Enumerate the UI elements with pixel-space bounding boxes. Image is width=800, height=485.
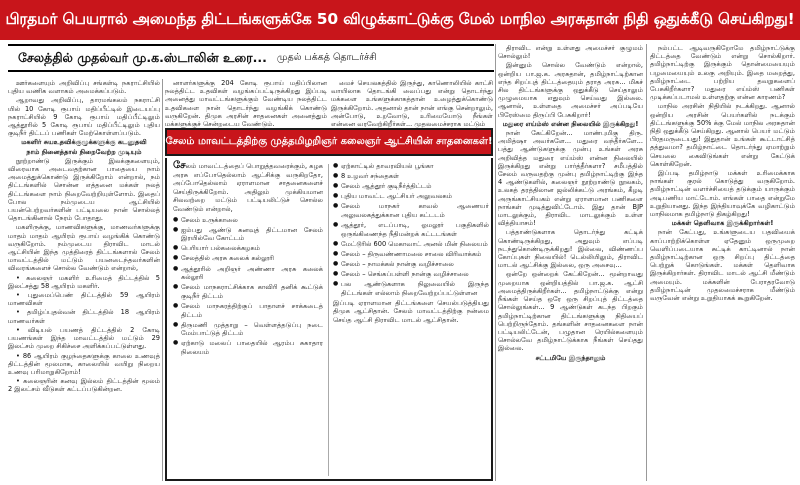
- bullet-icon: ●: [173, 254, 179, 262]
- achievement-text: திருமணி முத்தாறு – வெள்ளத்தடுப்பு நடை மேம்பாட்டுத் திட்டம்: [181, 320, 323, 338]
- achievement-item: [333, 172, 489, 181]
- bullet-icon: ●: [173, 301, 179, 309]
- achievements-left-list: [173, 216, 323, 357]
- achievement-text: சேலம் – செங்கப்பள்ளி நான்கு வழிச்சாலை: [341, 270, 469, 279]
- achievement-item: [173, 302, 323, 319]
- article-column-1: [8, 79, 160, 481]
- headline-banner: [0, 0, 800, 40]
- article-column-4: [498, 44, 643, 481]
- headline-text: பிரதமர் பெயரால் அமைந்த திட்டங்களுக்கே 50 விழுக்காட்டுக்கு மேல் மாநில அரசுதான் நிதி ஒதுக்கீடு செய்கிறது!: [5, 10, 795, 28]
- paragraph: ஆறாவது அறிவிப்பு, தாரமங்கலம் நகராட்சி யில் 10 கோடி ரூபாய் மதிப்பீட்டில் இடையப்பு நகராட்சியில் 9 கோடி ரூபாய் மதிப்பீட்டிலும் ஆத்தூரில் 5 கோடி ரூபாய் மதிப்பீட்டிலும் புதிய குடிநீர் திட்டப் பணிகள் மேற்கொள்ளப்படும்.: [8, 96, 160, 138]
- bullet-icon: ●: [173, 339, 179, 347]
- paragraph: நம்பட்ட ஆடிவருகிறோமே தமிழ்நாட்டுக்கு திட்டத்தை வேண்டும் என்று சொல்கிறார். தமிழ்நாட்டிற்கு இருக்கும் தொன்மையையும் பழமையையும் உலகு அறியும். இதை மறைத்து, தமிழ்நாட்டை பற்றிய தவறுகளைப் பேசுகிறீர்களா? மதுரை எய்ம்ஸ் பணிகள் முடிக்கப்படாமல் உள்ளதற்கு என்ன காரணம்?: [650, 44, 795, 102]
- paragraph: னாளர்களுக்கு 204 கோடி ரூபாய் மதிப்பிலான நலத்திட்ட உதவிகள் வழங்கப்பட்டிருக்கிறது இப்படி அனைத்து மாவட்டங்களுக்கும் வேண்டிய நலத்திட்ட உதவிகளை நான் தொடர்ந்து வழங்கிக் கொண்டு வருகிறேன். திமுக அரசின் சாதனைகள் அனைத்தும் மக்களுக்குச் சென்றடைய வேண்டும்.: [165, 79, 327, 129]
- subhead-bar: [8, 44, 494, 72]
- achievement-text: ஏற்காடு மலைப் பாதையில் ஆரம்ப சுகாதார நிலையம்: [181, 339, 323, 356]
- bullet-icon: ●: [333, 259, 339, 267]
- achievement-text: சேலம் உருக்காலை: [181, 215, 238, 224]
- list-item: • கலைஞர் மகளிர் உரிமைத் திட்டத்தில் 5 இலட்சத்து 58 ஆயிரம் மகளிர்.: [8, 273, 160, 290]
- section-heading: சட்டமியே இருந்தாலும்: [535, 353, 606, 362]
- bullet-icon: ●: [173, 215, 179, 223]
- achievement-text: ஐம்பது ஆண்டு கனவுத் திட்டமான சேலம் இரயில்வே கோட்டம்: [181, 225, 323, 243]
- achievement-text: 8 உழவர் சந்தைகள்: [341, 172, 400, 181]
- achievement-item: [173, 244, 323, 253]
- paragraph: மகளிருக்கு, மாணவிகளுக்கு, மாணவர்களுக்கு மாதம் மாதம் ஆயிரம் ரூபாய் வழங்கிக் கொண்டு வருகிறோம். நம்முடைய திராவிட மாடல் ஆட்சியின் இந்த முத்திரைத் திட்டங்களால் சேலம் மாவட்டத்தில் மட்டும் பயனடைந்தவர்களின் விவரங்களைச் சொல்ல வேண்டும் என்றால்,: [8, 223, 160, 273]
- bullet-icon: ●: [333, 270, 339, 278]
- achievement-item: [333, 202, 489, 219]
- achievement-text: ஆத்தூர், எடப்பாடி, ஓமலூர் பகுதிகளில் ஒருங்கிணைந்த நீதிமன்றக் கட்டடங்கள்: [341, 221, 489, 238]
- achievement-item: [333, 162, 489, 171]
- achievements-title-text: சேலம் மாவட்டத்திற்கு முத்தமிழறிஞர் கலைஞர் ஆட்சியின் சாதனைகள்!: [165, 136, 493, 147]
- achievements-box: [165, 158, 493, 481]
- intro-text: லம் மாவட்டத்தைப் பொறுத்தவரைக்கும், கழக அரசு எப்போதெல்லாம் ஆட்சிக்கு வருகிறதோ, அப்போதெல்லாம் ஏராளமான சாதனைகளைச் செய்திருக்கிறோம். அதிலும் முக்கியமான சிலவற்றை மட்டும் பட்டியலிட்டுச் சொல்ல வேண்டும் என்றால்,: [173, 162, 323, 213]
- bullet-icon: ●: [173, 264, 179, 272]
- subhead-title: சேலத்தில் முதல்வர் மு.க.ஸ்டாலின் உரை...: [18, 49, 267, 65]
- section-heading: மக்கள் தெளிவாக இருக்கிறார்கள்!: [671, 219, 774, 228]
- bullet-icon: ●: [333, 221, 339, 229]
- article-column-2: [165, 79, 327, 129]
- achievement-item: [333, 221, 489, 238]
- list-item: • புதுமைப்பெண் திட்டத்தில் 59 ஆயிரம் மாணவிகள்: [8, 291, 160, 308]
- achievement-text: சேலம் – நாமக்கல் நான்கு வழிச்சாலை: [341, 259, 454, 268]
- paragraph: பத்தாண்டுகளாக தொடர்ந்து கட்டிக் கொண்டிருக்கிறது, அதுவும் எப்படி நடந்துகொண்டிருக்கிறது! இல்லை, விண்ணப்ப கோப்புகள் நிலையில்! டெல்லியிலும், திராவிட மாடல் ஆட்சிக்கு இல்லை, ஒரு அசைவு...: [498, 228, 643, 270]
- achievement-item: [333, 240, 489, 249]
- drop-cap: சே: [173, 160, 186, 171]
- list-item: • கலைஞரின் கனவு இல்லம் திட்டத்தின் மூலம் 2 இலட்சம் வீடுகள் கட்டப்படுகின்றன.: [8, 377, 160, 394]
- subhead-continued: முதல் பக்கத் தொடர்ச்சி: [276, 52, 377, 63]
- bullet-icon: ●: [333, 172, 339, 180]
- achievement-item: [333, 182, 489, 191]
- achievement-item: [173, 216, 323, 225]
- achievement-text: ஏற்காட்டில் தாவரவியல் பூங்கா: [341, 162, 434, 170]
- achievement-text: பல ஆண்டுகளாக நிலுவையில் இருந்த திட்டங்கள் எல்லாம் நிறைவேற்றப்பட்டுள்ளன: [341, 280, 489, 297]
- achievement-item: [173, 283, 323, 300]
- column-divider: [495, 44, 496, 481]
- achievements-right-list: [333, 162, 489, 297]
- achievement-item: [173, 339, 323, 356]
- bullet-icon: ●: [333, 192, 339, 200]
- achievements-box-title: [165, 128, 493, 156]
- achievements-intro: [173, 162, 323, 214]
- section-heading: மதுரை எய்ம்ஸ் என்ன நிலையில் இருக்கிறது!: [502, 119, 639, 128]
- bullet-icon: ●: [173, 244, 179, 252]
- achievement-text: சேலத்தில் அரசு கலைக் கல்லூரி: [181, 254, 274, 263]
- achievement-text: சேலம் ஆத்தூர் குடிநீர்த்திட்டம்: [341, 182, 432, 191]
- achievement-text: பெரியார் பல்கலைக்கழகம்: [181, 244, 260, 253]
- achievement-item: [173, 265, 323, 282]
- paragraph: இன்னும் சொல்ல வேண்டும் என்றால், ஒன்றிய பா.ஜ.க. அரசுதான், தமிழ்நாட்டிற்கான எந்த சிறப்புத் திட்டத்தையும் தராத அரசு... மிகச் சில திட்டங்களுக்கு ஒதுக்கீடு செய்தாலும் முழுமையாக எதுவும் செய்வது இல்லை. ஆனால், உள்ளதை அமைச்சர் அப்படியே பிரேஸ்மை திருப்பி பேசுகிறார்!: [498, 61, 643, 119]
- list-item: • தமிழ்ப்புதல்வன் திட்டத்தில் 18 ஆயிரம் மாணவர்கள்: [8, 308, 160, 325]
- achievement-item: [173, 226, 323, 243]
- paragraph: நூற்றாண்டு இருக்கும் இலக்குகளையும், விரைவாக அடைவதற்கான பாதையை நாம் அமைத்துக்கொண்டு இருக்கிறோம் என்றால், நம் திட்டங்களில் சொன்ன எத்தனை மக்கள் நலத் திட்டங்களை நாம் நிறைவேற்றியுள்ளோம். இதைப் போல நம்முடைய ஆட்சியில் பயன்பெற்றவர்களின் பட்டியலை நான் சொல்லத் தொடங்கினால் நேரம் போதாது.: [8, 156, 160, 223]
- bullet-icon: ●: [173, 225, 179, 233]
- achievements-closing: இப்படி ஏராளமான திட்டங்களை செயல்படுத்தியது திமுக ஆட்சிதான். சேலம் மாவட்டத்திற்கு நன்மை செய்த ஆட்சி திராவிட மாடல் ஆட்சிதான்.: [333, 298, 489, 324]
- article-column-3: [331, 79, 493, 129]
- bullet-icon: ●: [333, 239, 339, 247]
- column-divider: [162, 79, 163, 481]
- achievement-text: சேலம் மாநகராட்சிக்காக காவிரி தனிக் கூட்டுக் குடிநீர் திட்டம்: [181, 283, 323, 300]
- bullet-icon: ●: [333, 182, 339, 190]
- achievements-right-column: [333, 162, 489, 478]
- paragraph: நான் கேட்பது, உங்களுடைய பதவியைக் காப்பாற்றிக்கொள்ள ஏதேனும் ஒருமுறை வெளிப்படையாக சுட்டிக் காட்டினால் நான் தமிழ்நாட்டிற்கான ஒரு சிறப்பு திட்டத்தை பெற்றுக் கொடுங்கள். மக்கள் தெளிவாக இருக்கிறார்கள். திராவிட மாடல் ஆட்சி மீண்டும் அமையும். மக்களின் பேராதரவோடு தமிழ்நாட்டின் முதலமைச்சராக மீண்டும் வருவேன் என்று உறுதியாகக் கூறுகிறேன்.: [650, 228, 795, 303]
- achievement-text: சேலம் மாநகரத்திற்குப் பாதாளச் சாக்கடைத் திட்டம்: [181, 301, 323, 319]
- list-item: • 86 ஆயிரம் குழந்தைகளுக்கு காலை உணவுத் திட்டத்தின் மூலமாக, காலையில் வயிறு நிறைய உணவு பரிமாறுகிறோம்!: [8, 351, 160, 376]
- bullet-icon: ●: [333, 249, 339, 257]
- bullet-icon: ●: [173, 320, 179, 328]
- achievement-text: மேட்டூரில் 600 மெகாவாட் அனல் மின் நிலையம்: [341, 239, 488, 248]
- list-item: • விடியல் பயணத் திட்டத்தில் 2 கோடி பயணங்கள் இந்த மாவட்டத்தில் மட்டும் 29 இலட்சம் முறை சிகிச்சை அளிக்கப்பட்டுள்ளது.: [8, 325, 160, 351]
- paragraph: நான் கேட்கிறேன்... மாண்புமிகு திரு. அமித்ஷா அவர்களே... மதுரை வந்தீர்களே... பத்து ஆண்டுகளுக்கு முன்பு உங்கள் அரசு அறிவித்த மதுரை எய்ம்ஸ் என்ன நிலையில் இருக்கிறது என்று பார்த்தீர்களா? சமீபத்தில் சேலம் வருவதற்கு முன்பு தமிழ்நாட்டிற்கு இந்த 4 ஆண்டுகளில், கலைஞர் நூற்றாண்டு நூலகம், உலகத் தரத்திலான ஜல்லிக்கட்டு அரங்கம், கீழடி அருங்காட்சியகம் என்று ஏராளமான பணிகளை நாங்கள் முடித்துவிட்டோம். இது தான் BJP மாடலுக்கும், திராவிட மாடலுக்கும் உள்ள வித்தியாசம்!: [498, 129, 643, 228]
- bullet-icon: ●: [333, 280, 339, 288]
- achievement-item: [333, 260, 489, 269]
- bullet-icon: ●: [173, 283, 179, 291]
- paragraph: திராவிட என்று உள்ளது அமைச்சர் குழுமம் சொல்லும்!: [498, 44, 643, 61]
- achievement-item: [333, 250, 489, 259]
- achievement-item: [333, 270, 489, 279]
- bullet-icon: ●: [333, 202, 339, 210]
- paragraph: ஊர்களையும் அறிவிப்பு சங்கள்டி நகராட்சியில் புதிய வணிக வளாகம் அமைக்கப்படும்.: [8, 79, 160, 96]
- section-heading: மகளிர் சுயஉதவிக்குழுக்களுக்கு கடனுதவி: [21, 138, 147, 147]
- section-heading: நாம் நினைத்தால் நிறைவேற்ற முடியும்: [26, 147, 142, 156]
- achievement-item: [333, 280, 489, 297]
- achievement-item: [173, 254, 323, 263]
- bullet-icon: ●: [333, 162, 339, 169]
- achievement-text: புதிய மாவட்ட ஆட்சியர் அலுவலகம்: [341, 192, 453, 201]
- achievement-text: ஆத்தூரில் அறிஞர் அண்ணா அரசு கலைக் கல்லூரி: [181, 264, 323, 282]
- paragraph: இப்படி தமிழ்நாடு மக்கள் உரிமைக்காக நாங்கள் குரல் கொடுத்து வருகிறோம். தமிழ்நாட்டின் வளர்ச்சியைத் தடுக்கும் யாருக்கும் அடிபணிய மாட்டோம். எங்கள் பாதை என்றுமே உறுதியானது. இந்த இந்தியாவுக்கே வழிகாட்டும் மாநிலமாக தமிழ்நாடு திகழ்கிறது!: [650, 169, 795, 219]
- article-column-5: [650, 44, 795, 481]
- column-divider: [646, 44, 647, 481]
- achievement-text: சேலம் – திருவண்ணாமலை சாலை விரிவாக்கம்: [341, 249, 482, 258]
- achievements-left-column: [173, 162, 323, 478]
- box-divider: [328, 164, 329, 476]
- paragraph: ஒன்றே ஒன்றைக் கேட்கிறேன்... மூன்றாவது முறையாக ஒன்றியத்தில் பா.ஜ.க. ஆட்சி அமைத்திருக்கிறீர்கள்... தமிழ்நாட்டுக்கு என்று நீங்கள் செய்த ஒரே ஒரு சிறப்புத் திட்டத்தை சொல்லுங்கள்... 9 ஆண்டுகள் கடந்த பிறகும் தமிழ்நாட்டிற்கான திட்டங்களுக்கு நிதியைப் பெற்றிருந்தோம். தங்களின் சாதனைகளை நான் பட்டியலிட்டேன், பழுதான ரெயில்களையும் சொல்லவே தமிழ்நாட்டுக்காக நீங்கள் செய்தது இல்லை.: [498, 270, 643, 353]
- paragraph: மைச் செயலகத்தில் இருந்து, காணொலியில் காட்சி வாயிலாக தொடங்கி வைப்பது என்று தொடர்ந்து மக்களை உங்களுக்காகத்தான் உழைத்துக்கொண்டு இருக்கிறோம். அதனால் தான் நான் எங்கு சென்றாலும், அன்போடு, உறவோடு, உரிமையோடு நீங்கள் என்னை வரவேற்கிறீர்கள்... முதலமைச்சராக மட்டும்: [331, 79, 493, 129]
- achievement-item: [173, 321, 323, 338]
- paragraph: மாநில அரசின் நிதியில் நடக்கிறது. ஆனால் ஒன்றிய அரசின் பெயர்களில் நடக்கும் திட்டங்களுக்கு 50% க்கு மேல் மாநில அரசுதான் நிதி ஒதுக்கீடு செய்கிறது. ஆனால் பெயர் மட்டும் பிரதமருடையது! இதுதான் உங்கள் கூட்டாட்சித் தத்துவமா? தமிழ்நாட்டை தொடர்ந்து ஏமாற்றும் செயலை கைவிடுங்கள் என்று கேட்டுக் கொள்கிறேன்.: [650, 102, 795, 168]
- achievement-text: சேலம் மாநகர் காவல் ஆணையர் அலுவலகத்துக்கான புதிய கட்டடம்: [341, 202, 489, 219]
- achievement-item: [333, 192, 489, 201]
